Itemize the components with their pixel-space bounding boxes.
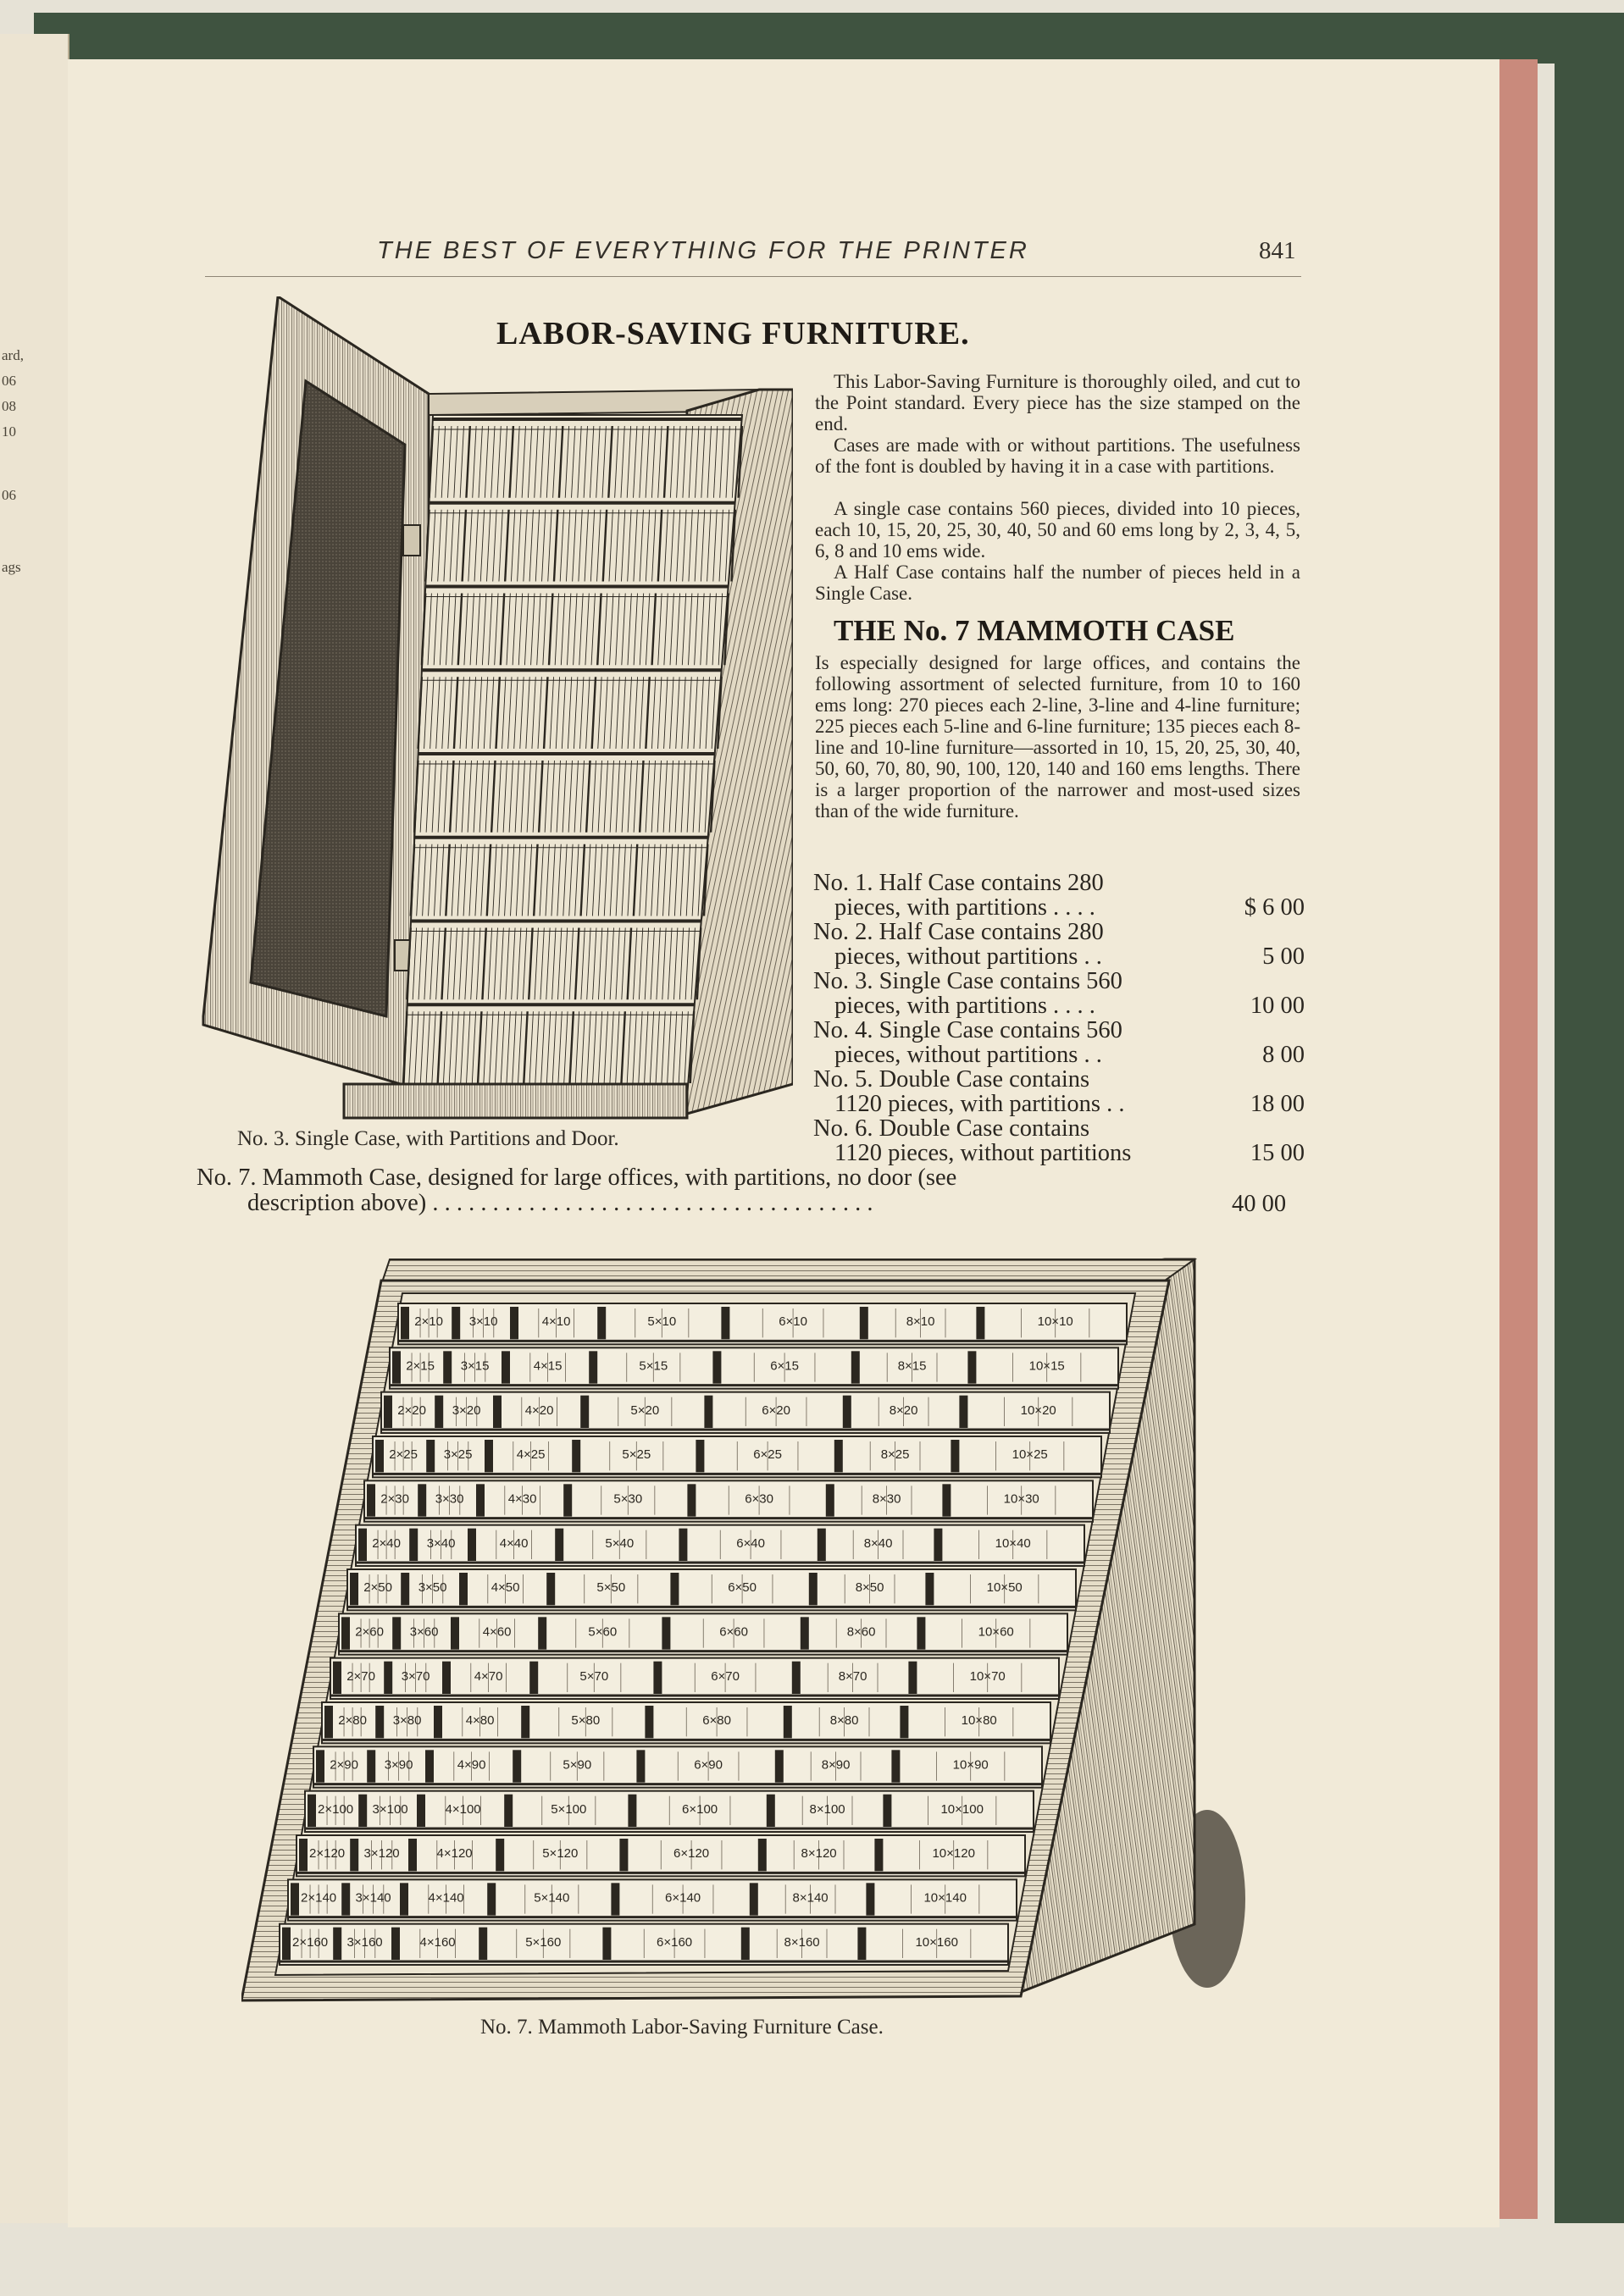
- book-cover-right: [1555, 13, 1624, 2223]
- previous-page-edge: [0, 34, 69, 2223]
- drawer-label: 6×30: [745, 1491, 773, 1507]
- drawer-label: 10×20: [1020, 1402, 1056, 1418]
- price-item: [813, 871, 1305, 920]
- drawer-label: 8×140: [792, 1890, 829, 1906]
- drawer-label: 5×40: [605, 1535, 635, 1551]
- drawer-label: 2×100: [318, 1801, 354, 1817]
- drawer-label: 10×15: [1028, 1358, 1065, 1374]
- mammoth-item-amount: 40 00: [1232, 1191, 1287, 1217]
- drawer-label: 5×30: [613, 1491, 643, 1507]
- drawer-label: 6×70: [711, 1668, 740, 1684]
- drawer-label: 5×15: [639, 1358, 668, 1374]
- drawer-label: 4×160: [419, 1934, 456, 1950]
- price-item-title: No. 1. Half Case contains 280: [813, 870, 1104, 896]
- drawer-label: 3×30: [435, 1491, 464, 1507]
- drawer-label: 3×160: [346, 1934, 383, 1950]
- drawer-label: 4×30: [507, 1491, 537, 1507]
- drawer-label: 2×40: [372, 1535, 401, 1551]
- drawer-label: 3×40: [426, 1535, 456, 1551]
- mammoth-case-illustration: [241, 1255, 1250, 2013]
- price-item: [813, 1116, 1305, 1165]
- price-item-detail: pieces, with partitions . . . .: [834, 993, 1095, 1019]
- drawer-label: 2×80: [338, 1713, 367, 1729]
- drawer-label: 4×100: [445, 1801, 481, 1817]
- price-item-amount: 10 00: [1250, 993, 1305, 1019]
- drawer-label: 10×50: [986, 1580, 1023, 1596]
- price-item-title: No. 4. Single Case contains 560: [813, 1017, 1122, 1043]
- drawer-label: 8×40: [863, 1535, 893, 1551]
- drawer-label: 2×15: [406, 1358, 435, 1374]
- price-item-amount: 8 00: [1262, 1042, 1305, 1068]
- drawer-label: 5×100: [551, 1801, 587, 1817]
- prev-page-fragment: ard,: [2, 347, 24, 363]
- drawer-label: 5×60: [588, 1624, 618, 1640]
- price-item: [813, 969, 1305, 1018]
- drawer-label: 4×40: [499, 1535, 529, 1551]
- price-item-detail: pieces, with partitions . . . .: [834, 894, 1095, 921]
- drawer-label: 6×60: [719, 1624, 748, 1640]
- mammoth-subhead: THE No. 7 MAMMOTH CASE: [834, 614, 1235, 647]
- drawer-label: 8×10: [906, 1314, 935, 1330]
- prev-page-fragment: ags: [2, 559, 21, 575]
- drawer-label: 3×25: [443, 1447, 473, 1463]
- drawer-label: 4×25: [516, 1447, 546, 1463]
- drawer-label: 3×15: [460, 1358, 490, 1374]
- price-item-title: No. 2. Half Case contains 280: [813, 919, 1104, 945]
- drawer-label: 10×40: [995, 1535, 1031, 1551]
- drawer-label: 3×20: [452, 1402, 481, 1418]
- drawer-label: 4×120: [436, 1846, 473, 1862]
- drawer-label: 10×70: [969, 1668, 1006, 1684]
- drawer-label: 10×10: [1037, 1314, 1073, 1330]
- drawer-label: 10×100: [940, 1801, 984, 1817]
- drawer-label: 6×160: [657, 1934, 693, 1950]
- mammoth-item-title: No. 7. Mammoth Case, designed for large offices, with partitions, no door (see: [197, 1165, 957, 1191]
- drawer-label: 8×100: [809, 1801, 845, 1817]
- price-item: [813, 1067, 1305, 1116]
- drawer-label: 10×30: [1003, 1491, 1039, 1507]
- drawer-label: 8×30: [872, 1491, 901, 1507]
- intro-paragraph-1: This Labor-Saving Furniture is thoroughly oiled, and cut to the Point standard. Every piece has the size stamped on the end.: [815, 371, 1300, 434]
- price-item: [813, 1018, 1305, 1067]
- price-item-detail: pieces, without partitions . .: [834, 1042, 1102, 1068]
- header-rule: [205, 276, 1301, 277]
- drawer-label: 6×140: [665, 1890, 701, 1906]
- drawer-label: 3×70: [401, 1668, 430, 1684]
- drawer-label: 10×80: [961, 1713, 997, 1729]
- drawer-label: 5×140: [534, 1890, 570, 1906]
- mammoth-drawer-rows: [280, 1303, 1127, 1965]
- drawer-label: 8×90: [821, 1757, 851, 1773]
- drawer-label: 8×120: [801, 1846, 837, 1862]
- drawer-label: 2×120: [309, 1846, 346, 1862]
- drawer-label: 6×10: [779, 1314, 807, 1330]
- drawer-label: 8×20: [889, 1402, 918, 1418]
- prev-page-fragment: 06: [2, 373, 16, 389]
- mammoth-item-detail: description above) . . . . . . . . . . . . . . . . . . . . . . . . . . . . . . . . . . . . .: [247, 1190, 873, 1216]
- drawer-label: 8×50: [855, 1580, 884, 1596]
- drawer-label: 3×50: [418, 1580, 447, 1596]
- drawer-label: 8×160: [784, 1934, 820, 1950]
- drawer-label: 3×90: [384, 1757, 413, 1773]
- drawer-label: 3×60: [409, 1624, 439, 1640]
- drawer-label: 3×10: [468, 1314, 498, 1330]
- drawer-label: 6×80: [702, 1713, 731, 1729]
- drawer-label: 4×80: [465, 1713, 495, 1729]
- price-item-amount: 18 00: [1250, 1091, 1305, 1117]
- drawer-label: 2×10: [414, 1314, 443, 1330]
- drawer-label: 10×160: [915, 1934, 958, 1950]
- page-number: 841: [1259, 237, 1296, 264]
- drawer-label: 2×70: [346, 1668, 375, 1684]
- drawer-label: 5×10: [647, 1314, 677, 1330]
- drawer-label: 5×50: [596, 1580, 626, 1596]
- drawer-label: 2×20: [397, 1402, 426, 1418]
- page-edges: [1495, 59, 1538, 2219]
- drawer-label: 6×90: [694, 1757, 723, 1773]
- drawer-label: 6×50: [728, 1580, 757, 1596]
- drawer-label: 4×15: [533, 1358, 563, 1374]
- price-item-detail: 1120 pieces, with partitions . .: [834, 1091, 1125, 1117]
- drawer-label: 3×120: [363, 1846, 400, 1862]
- mammoth-case-caption: No. 7. Mammoth Labor-Saving Furniture Case.: [480, 2016, 884, 2039]
- drawer-label: 8×70: [838, 1668, 867, 1684]
- drawer-label: 5×70: [579, 1668, 609, 1684]
- drawer-label: 5×20: [630, 1402, 660, 1418]
- drawer-label: 4×10: [541, 1314, 571, 1330]
- drawer-label: 10×90: [952, 1757, 989, 1773]
- drawer-label: 6×100: [682, 1801, 718, 1817]
- drawer-label: 10×120: [932, 1846, 975, 1862]
- drawer-label: 4×70: [474, 1668, 503, 1684]
- drawer-label: 2×50: [363, 1580, 392, 1596]
- price-item-title: No. 6. Double Case contains: [813, 1115, 1090, 1142]
- article-title: LABOR-SAVING FURNITURE.: [496, 316, 970, 351]
- drawer-label: 10×60: [978, 1624, 1014, 1640]
- drawer-label: 8×80: [829, 1713, 859, 1729]
- drawer-label: 6×20: [762, 1402, 790, 1418]
- book-cover-top: [34, 13, 1555, 64]
- drawer-label: 10×140: [923, 1890, 967, 1906]
- prev-page-fragment: 08: [2, 398, 16, 414]
- drawer-label: 3×80: [392, 1713, 422, 1729]
- drawer-label: 5×120: [542, 1846, 579, 1862]
- intro-paragraph-4: A Half Case contains half the number of pieces held in a Single Case.: [815, 562, 1300, 604]
- price-list: [813, 871, 1305, 1165]
- drawer-label: 2×30: [380, 1491, 409, 1507]
- price-item: [813, 920, 1305, 969]
- single-case-illustration: [200, 296, 793, 1122]
- drawer-label: 2×25: [389, 1447, 418, 1463]
- price-item-title: No. 5. Double Case contains: [813, 1066, 1090, 1093]
- prev-page-fragment: 06: [2, 487, 16, 503]
- drawer-label: 2×160: [292, 1934, 329, 1950]
- drawer-label: 8×60: [846, 1624, 876, 1640]
- price-item-amount: $ 6 00: [1244, 894, 1305, 921]
- drawer-label: 8×15: [897, 1358, 927, 1374]
- price-item-title: No. 3. Single Case contains 560: [813, 968, 1122, 994]
- drawer-label: 6×25: [753, 1447, 782, 1463]
- single-case-caption: No. 3. Single Case, with Partitions and Door.: [237, 1127, 619, 1150]
- drawer-label: 2×60: [355, 1624, 384, 1640]
- mammoth-description: Is especially designed for large offices, and contains the following assortment of selected furniture, from 10 to 160 ems long: 270 pieces each 2-line, 3-line and 4-line furniture; 225 pieces each 5-line and 6-line furniture; 135 pieces each 8-line and 10-line furniture—assorted in 10, 15, 20, 25, 30, 40, 50, 60, 70, 80, 90, 100, 120, 140 and 160 ems lengths. There is a larger proportion of the narrower and most-used sizes than of the wide furniture.: [815, 652, 1300, 822]
- price-item-detail: 1120 pieces, without partitions: [834, 1140, 1132, 1166]
- drawer-label: 10×25: [1012, 1447, 1048, 1463]
- price-item-amount: 5 00: [1262, 943, 1305, 970]
- drawer-label: 4×20: [524, 1402, 554, 1418]
- drawer-label: 2×90: [330, 1757, 358, 1773]
- drawer-label: 5×160: [525, 1934, 562, 1950]
- drawer-label: 3×140: [355, 1890, 391, 1906]
- drawer-label: 5×25: [622, 1447, 651, 1463]
- drawer-label: 5×80: [571, 1713, 601, 1729]
- intro-paragraph-2: Cases are made with or without partitions. The usefulness of the font is doubled by having it in a case with partitions.: [815, 434, 1300, 477]
- price-item-amount: 15 00: [1250, 1140, 1305, 1166]
- price-item-detail: pieces, without partitions . .: [834, 943, 1102, 970]
- drawer-label: 4×140: [428, 1890, 464, 1906]
- intro-paragraph-3: A single case contains 560 pieces, divided into 10 pieces, each 10, 15, 20, 25, 30, 40, 50 and 60 ems long by 2, 3, 4, 5, 6, 8 and 10 ems wide.: [815, 498, 1300, 562]
- running-head: THE BEST OF EVERYTHING FOR THE PRINTER: [377, 237, 1029, 264]
- drawer-label: 4×90: [457, 1757, 486, 1773]
- drawer-label: 3×100: [372, 1801, 408, 1817]
- drawer-label: 6×120: [673, 1846, 710, 1862]
- drawer-label: 4×60: [482, 1624, 512, 1640]
- drawer-label: 2×140: [301, 1890, 337, 1906]
- drawer-label: 4×50: [491, 1580, 520, 1596]
- drawer-label: 8×25: [880, 1447, 910, 1463]
- drawer-label: 6×40: [736, 1535, 765, 1551]
- prev-page-fragment: 10: [2, 423, 16, 440]
- drawer-label: 5×90: [563, 1757, 592, 1773]
- drawer-label: 6×15: [770, 1358, 799, 1374]
